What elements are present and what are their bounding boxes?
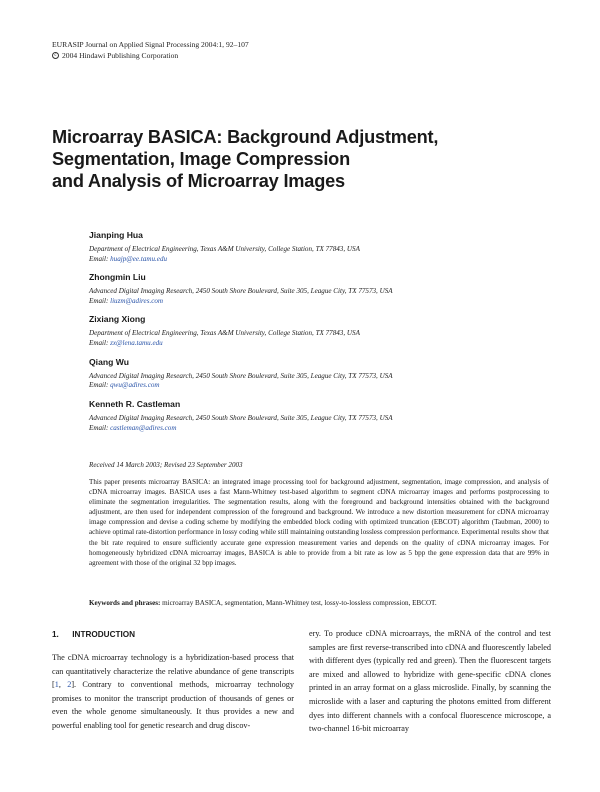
copyright-line bbox=[52, 50, 249, 61]
email-label: Email: bbox=[89, 296, 109, 305]
copyright-icon: c bbox=[52, 52, 59, 59]
author-name: Jianping Hua bbox=[89, 230, 143, 240]
body-text: The cDNA microarray technology is a hybridization-based process that can quantitatively characterize the relative abundance of gene transcripts [ bbox=[52, 653, 294, 690]
section-heading-introduction bbox=[52, 630, 135, 639]
journal-header bbox=[52, 39, 249, 61]
author-block bbox=[89, 271, 559, 307]
author-email-line bbox=[89, 255, 559, 265]
received-dates: Received 14 March 2003; Revised 23 September 2003 bbox=[89, 461, 243, 469]
author-email-link[interactable]: zx@lena.tamu.edu bbox=[110, 339, 163, 348]
title-line-2: Segmentation, Image Compression bbox=[52, 149, 350, 169]
author-email-link[interactable]: liuzm@adires.com bbox=[110, 296, 164, 305]
author-affiliation: Advanced Digital Imaging Research, 2450 South Shore Boulevard, Suite 305, League City, TX 77573, USA bbox=[89, 413, 393, 422]
author-list bbox=[89, 229, 559, 440]
author-affiliation: Advanced Digital Imaging Research, 2450 South Shore Boulevard, Suite 305, League City, TX 77573, USA bbox=[89, 287, 393, 296]
title-line-3: and Analysis of Microarray Images bbox=[52, 171, 345, 191]
author-email-link[interactable]: castleman@adires.com bbox=[110, 423, 177, 432]
author-email-line bbox=[89, 424, 559, 434]
keywords bbox=[89, 598, 551, 608]
body-text: ]. Contrary to conventional methods, microarray technology promises to monitor the transcript production of thousands of genes or even the whole genome simultaneously. It thus provides a new and powerful enabling tool for genetic research and drug discov- bbox=[52, 680, 294, 730]
email-label: Email: bbox=[89, 381, 109, 390]
citation-link[interactable]: 2 bbox=[67, 680, 72, 690]
email-label: Email: bbox=[89, 254, 109, 263]
citation-link[interactable]: 1 bbox=[54, 680, 59, 690]
email-label: Email: bbox=[89, 423, 109, 432]
body-column-right: ery. To produce cDNA microarrays, the mRNA of the control and test samples are first reverse-transcribed into cDNA and fluorescently labeled with different dyes (typically red and green). Then the fluorescent targets are mixed and allowed to hybridize with gene-specific cDNA clones printed in an array format on a glass microslide. Finally, by scanning the microslide with a laser and capturing the photons emitted from different dyes into different channels with a confocal fluorescence microscope, a two-channel 16-bit microarray bbox=[309, 629, 551, 734]
author-email-line bbox=[89, 381, 559, 391]
title-line-1: Microarray BASICA: Background Adjustment, bbox=[52, 127, 439, 147]
section-number: 1. bbox=[52, 630, 59, 639]
author-block bbox=[89, 398, 559, 434]
abstract: This paper presents microarray BASICA: an integrated image processing tool for background adjustment, segmentation, image compression, and analysis of cDNA microarray images. BASICA uses a fast Mann-Whitney test-based algorithm to segment cDNA microarray images and performs postprocessing to eliminate the segmentation irregularities. The segmentation results, along with the foreground and background intensities obtained with the background adjustment, are then used for independent compression of the foreground and background. We introduce a new distortion measurement for cDNA microarray image compression and devise a coding scheme by modifying the embedded block coding with optimized truncation (EBCOT) algorithm (Taubman, 2000) to achieve optimal rate-distortion performance in lossy coding while still maintaining outstanding lossless compression performance. Experimental results show that the bit rate required to ensure sufficiently accurate gene expression measurement varies and depends on the quality of cDNA microarray images. For homogeneously hybridized cDNA microarray images, BASICA is able to provide from a bit rate as low as 5 bpp the gene expression data that are 99% in agreement with those of the original 32 bpp images. bbox=[89, 478, 549, 567]
journal-citation: EURASIP Journal on Applied Signal Processing 2004:1, 92–107 bbox=[52, 40, 249, 49]
body-column-left bbox=[52, 651, 294, 733]
author-block bbox=[89, 356, 559, 392]
section-title: INTRODUCTION bbox=[72, 630, 136, 639]
author-affiliation: Department of Electrical Engineering, Texas A&M University, College Station, TX 77843, USA bbox=[89, 329, 360, 338]
paper-title bbox=[52, 126, 552, 192]
author-affiliation: Advanced Digital Imaging Research, 2450 South Shore Boulevard, Suite 305, League City, TX 77573, USA bbox=[89, 371, 393, 380]
copyright-text: 2004 Hindawi Publishing Corporation bbox=[62, 51, 179, 60]
author-name: Kenneth R. Castleman bbox=[89, 398, 181, 409]
email-label: Email: bbox=[89, 339, 109, 348]
author-email-line bbox=[89, 297, 559, 307]
author-block bbox=[89, 313, 559, 349]
keywords-label: Keywords and phrases: bbox=[89, 599, 161, 607]
author-name: Zhongmin Liu bbox=[89, 272, 146, 283]
author-email-line bbox=[89, 339, 559, 349]
author-name: Qiang Wu bbox=[89, 356, 129, 367]
author-affiliation: Department of Electrical Engineering, Texas A&M University, College Station, TX 77843, USA bbox=[89, 245, 360, 253]
author-email-link[interactable]: huajp@ee.tamu.edu bbox=[110, 254, 168, 263]
citation-separator: , bbox=[58, 680, 68, 690]
author-email-link[interactable]: qwu@adires.com bbox=[110, 381, 160, 390]
author-name: Zixiang Xiong bbox=[89, 314, 146, 325]
author-block bbox=[89, 229, 559, 265]
keywords-text: microarray BASICA, segmentation, Mann-Whitney test, lossy-to-lossless compression, EBCOT. bbox=[162, 599, 437, 607]
